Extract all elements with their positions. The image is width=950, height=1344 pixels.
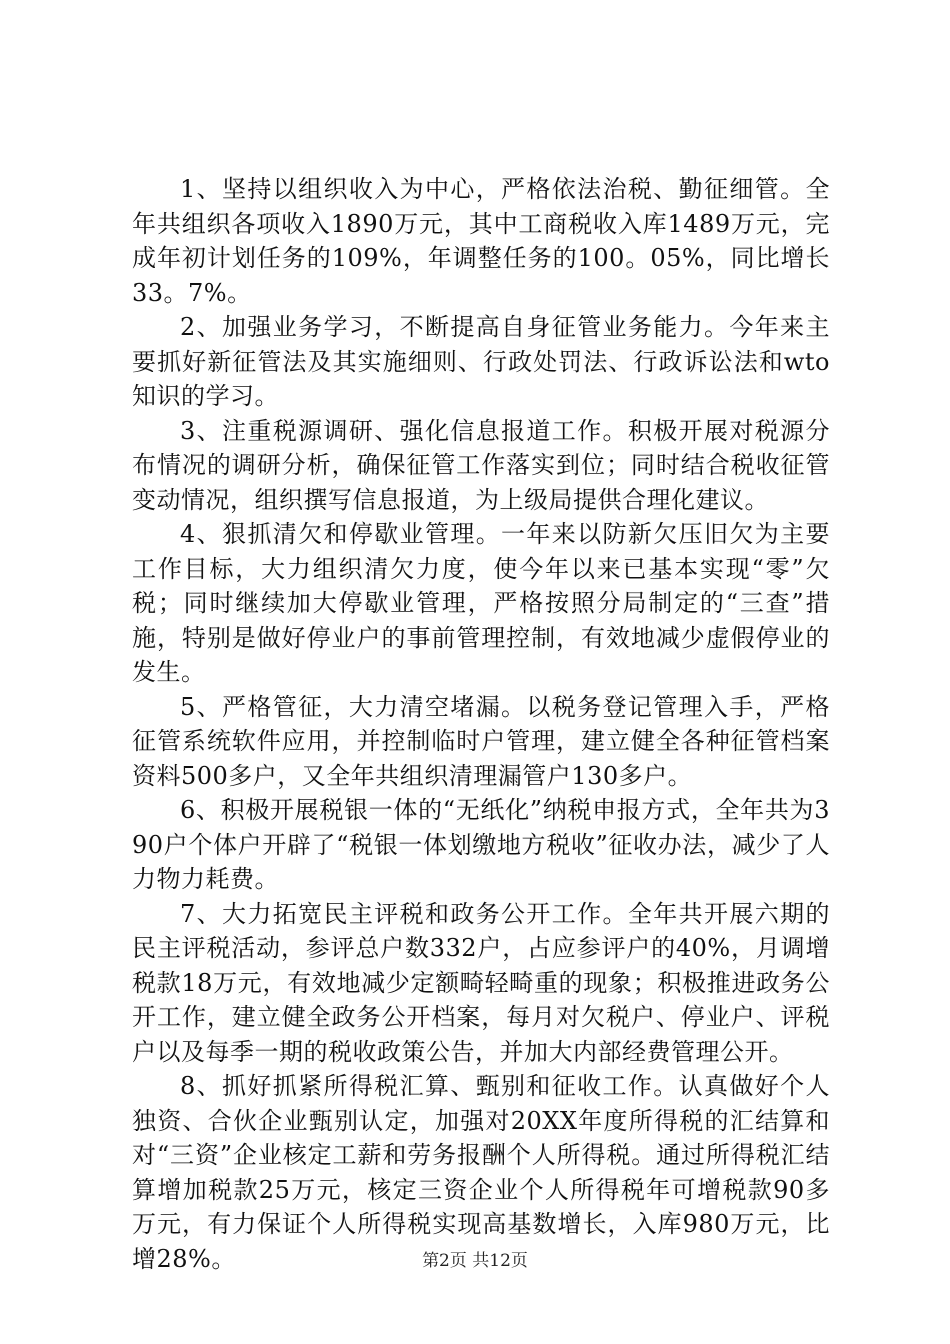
paragraph-4: 4、狠抓清欠和停歇业管理。一年来以防新欠压旧欠为主要工作目标，大力组织清欠力度，使今年以来已基本实现“零”欠税；同时继续加大停歇业管理，严格按照分局制定的“三查”措施，特别是做好停业户的事前管理控制，有效地减少虚假停业的发生。: [132, 520, 830, 686]
paragraph-8: 8、抓好抓紧所得税汇算、甄别和征收工作。认真做好个人独资、合伙企业甄别认定，加强对20XX年度所得税的汇结算和对“三资”企业核定工薪和劳务报酬个人所得税。通过所得税汇结算增加税款25万元，核定三资企业个人所得税年可增税款90多万元，有力保证个人所得税实现高基数增长，入库980万元，比增28%。: [132, 1072, 830, 1273]
paragraph-5: 5、严格管征，大力清空堵漏。以税务登记管理入手，严格征管系统软件应用，并控制临时户管理，建立健全各种征管档案资料500多户，又全年共组织清理漏管户130多户。: [132, 692, 830, 790]
paragraph-3: 3、注重税源调研、强化信息报道工作。积极开展对税源分布情况的调研分析，确保征管工作落实到位；同时结合税收征管变动情况，组织撰写信息报道，为上级局提供合理化建议。: [132, 416, 830, 514]
paragraph-2: 2、加强业务学习，不断提高自身征管业务能力。今年来主要抓好新征管法及其实施细则、行政处罚法、行政诉讼法和wto知识的学习。: [132, 313, 830, 410]
paragraph-1: 1、坚持以组织收入为中心，严格依法治税、勤征细管。全年共组织各项收入1890万元，其中工商税收入库1489万元，完成年初计划任务的109%，年调整任务的100。05%，同比增长33。7%。: [132, 175, 830, 307]
document-body: [132, 172, 830, 1276]
paragraph-7: 7、大力拓宽民主评税和政务公开工作。全年共开展六期的民主评税活动，参评总户数332户，占应参评户的40%，月调增税款18万元，有效地减少定额畸轻畸重的现象；积极推进政务公开工作，建立健全政务公开档案，每月对欠税户、停业户、评税户以及每季一期的税收政策公告，并加大内部经费管理公开。: [132, 899, 830, 1066]
page-number-footer: 第2页 共12页: [422, 1251, 528, 1271]
paragraph-6: 6、积极开展税银一体的“无纸化”纳税申报方式，全年共为390户个体户开辟了“税银一体划缴地方税收”征收办法，减少了人力物力耗费。: [132, 796, 830, 893]
